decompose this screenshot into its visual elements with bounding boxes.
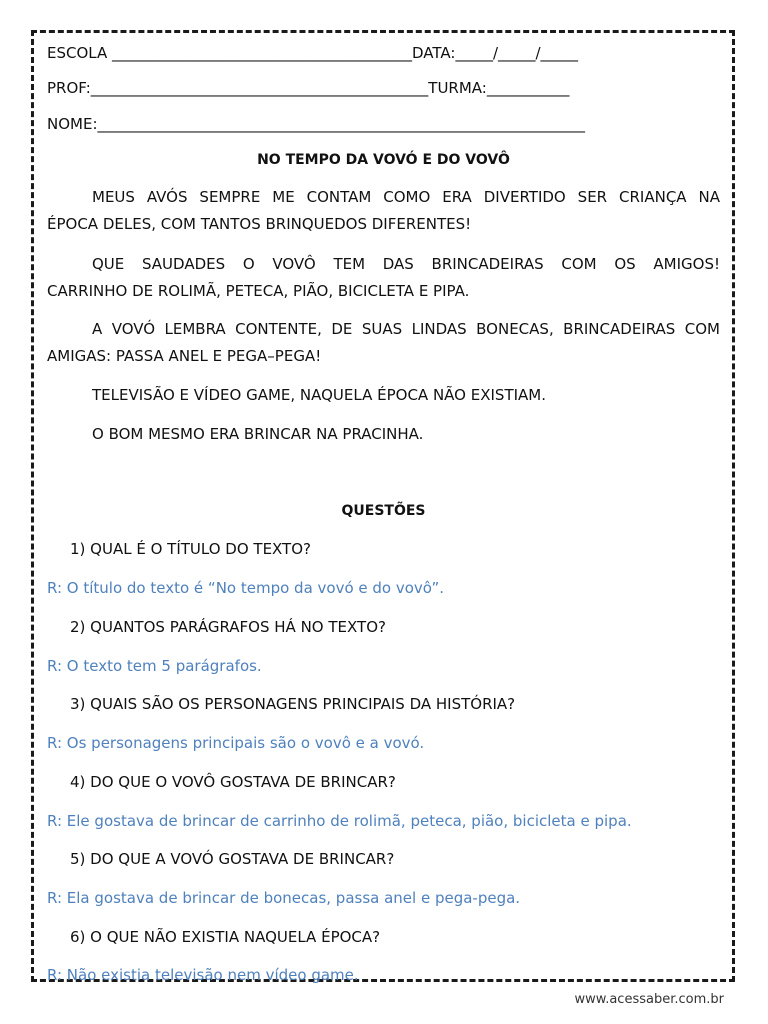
escola-date-line: ESCOLA ________________________________________DATA:_____/_____/_____: [47, 44, 579, 62]
footer-website: www.acessaber.com.br: [574, 992, 724, 1007]
answer-2: R: O texto tem 5 parágrafos.: [47, 657, 262, 675]
paragraph-4: TELEVISÃO E VÍDEO GAME, NAQUELA ÉPOCA NÃO EXISTIAM.: [92, 386, 546, 404]
question-6: 6) O QUE NÃO EXISTIA NAQUELA ÉPOCA?: [70, 928, 381, 946]
question-4: 4) DO QUE O VOVÔ GOSTAVA DE BRINCAR?: [70, 773, 396, 791]
answer-6: R: Não existia televisão nem vídeo game.: [47, 966, 359, 984]
paragraph-1-line-2: ÉPOCA DELES, COM TANTOS BRINQUEDOS DIFERENTES!: [47, 215, 472, 233]
answer-1: R: O título do texto é “No tempo da vovó e do vovô”.: [47, 579, 444, 597]
nome-line: NOME:_________________________________________________________________: [47, 115, 586, 133]
text-title: NO TEMPO DA VOVÓ E DO VOVÔ: [257, 152, 510, 168]
paragraph-5: O BOM MESMO ERA BRINCAR NA PRACINHA.: [92, 425, 424, 443]
answer-4: R: Ele gostava de brincar de carrinho de rolimã, peteca, pião, bicicleta e pipa.: [47, 812, 632, 830]
answer-3: R: Os personagens principais são o vovô e a vovó.: [47, 734, 425, 752]
paragraph-2-line-1: QUE SAUDADES O VOVÔ TEM DAS BRINCADEIRAS COM OS AMIGOS!: [92, 255, 720, 273]
paragraph-3-line-2: AMIGAS: PASSA ANEL E PEGA–PEGA!: [47, 347, 322, 365]
paragraph-1-line-1: MEUS AVÓS SEMPRE ME CONTAM COMO ERA DIVERTIDO SER CRIANÇA NA: [92, 188, 720, 206]
questions-title: QUESTÕES: [341, 503, 426, 519]
question-5: 5) DO QUE A VOVÓ GOSTAVA DE BRINCAR?: [70, 850, 395, 868]
question-1: 1) QUAL É O TÍTULO DO TEXTO?: [70, 540, 311, 558]
paragraph-3-line-1: A VOVÓ LEMBRA CONTENTE, DE SUAS LINDAS BONECAS, BRINCADEIRAS COM: [92, 320, 720, 338]
question-3: 3) QUAIS SÃO OS PERSONAGENS PRINCIPAIS DA HISTÓRIA?: [70, 695, 516, 713]
prof-turma-line: PROF:_____________________________________________TURMA:___________: [47, 79, 570, 97]
paragraph-2-line-2: CARRINHO DE ROLIMÃ, PETECA, PIÃO, BICICLETA E PIPA.: [47, 282, 470, 300]
question-2: 2) QUANTOS PARÁGRAFOS HÁ NO TEXTO?: [70, 618, 386, 636]
answer-5: R: Ela gostava de brincar de bonecas, passa anel e pega-pega.: [47, 889, 521, 907]
